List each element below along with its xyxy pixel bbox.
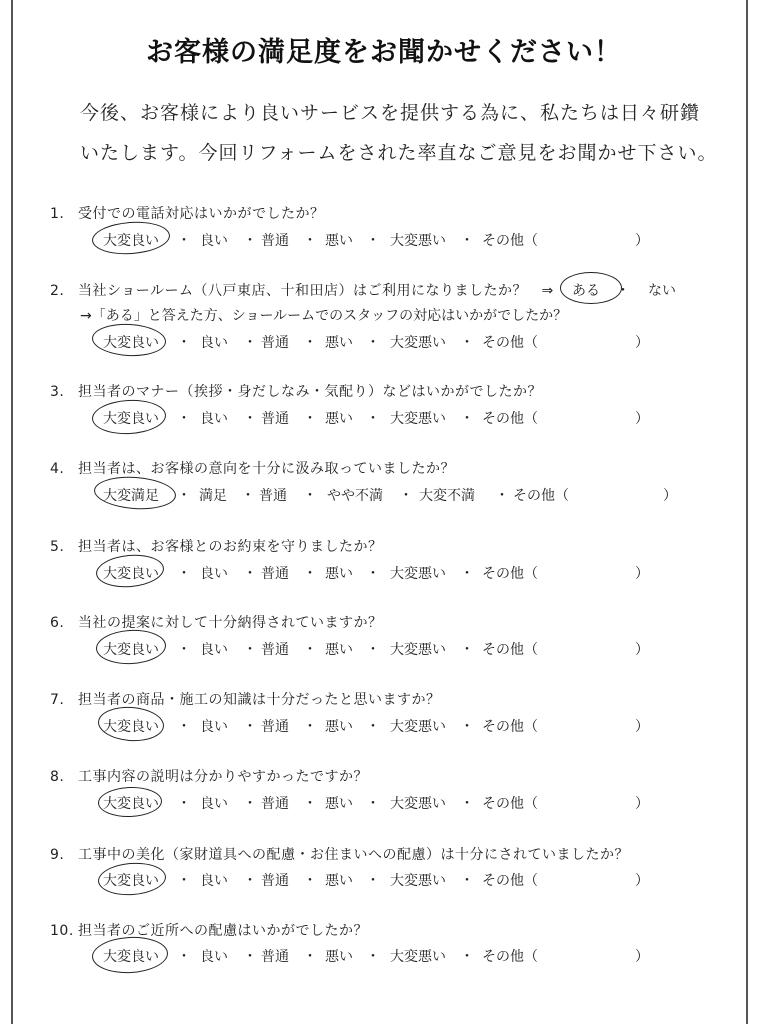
option-separator: ・ bbox=[366, 233, 380, 249]
answer-option[interactable]: 良い bbox=[200, 796, 228, 812]
answer-option[interactable]: 良い bbox=[200, 411, 228, 427]
answer-option[interactable]: 大変良い bbox=[103, 873, 159, 889]
option-separator: ・ bbox=[177, 566, 191, 582]
other-paren-close: ） bbox=[635, 796, 649, 812]
answer-option[interactable]: 悪い bbox=[325, 566, 353, 582]
answer-option[interactable]: その他（ bbox=[482, 949, 538, 965]
question-2 bbox=[50, 280, 740, 300]
answer-option[interactable]: 悪い bbox=[325, 796, 353, 812]
answer-option[interactable]: 良い bbox=[200, 233, 228, 249]
option-separator: ・ bbox=[303, 566, 317, 582]
answer-option[interactable]: 大変良い bbox=[103, 335, 159, 351]
option-separator: ・ bbox=[303, 411, 317, 427]
option-separator: ・ bbox=[460, 566, 474, 582]
question-number: 7. bbox=[50, 692, 65, 708]
answer-option[interactable]: 大変悪い bbox=[390, 566, 446, 582]
answer-option[interactable]: その他（ bbox=[482, 335, 538, 351]
answer-option[interactable]: 普通 bbox=[261, 566, 289, 582]
answer-option[interactable]: その他（ bbox=[482, 796, 538, 812]
answer-option[interactable]: 大変悪い bbox=[390, 719, 446, 735]
question-8 bbox=[50, 766, 740, 786]
answer-option[interactable]: その他（ bbox=[482, 566, 538, 582]
question-number: 10. bbox=[50, 923, 74, 939]
answer-option[interactable]: 普通 bbox=[261, 949, 289, 965]
answer-option[interactable]: 良い bbox=[200, 335, 228, 351]
answer-option[interactable]: 大変良い bbox=[103, 719, 159, 735]
option-separator: ・ bbox=[243, 796, 257, 812]
answer-option[interactable]: その他（ bbox=[482, 233, 538, 249]
answer-option[interactable]: 良い bbox=[200, 566, 228, 582]
option-separator: ・ bbox=[177, 233, 191, 249]
question-4 bbox=[50, 458, 740, 478]
option-separator: ・ bbox=[177, 949, 191, 965]
question-6 bbox=[50, 612, 740, 632]
choice-separator: ・ bbox=[616, 283, 630, 299]
answer-option[interactable]: 大変良い bbox=[103, 642, 159, 658]
option-separator: ・ bbox=[303, 949, 317, 965]
option-separator: ・ bbox=[460, 873, 474, 889]
answer-option[interactable]: 悪い bbox=[325, 719, 353, 735]
question-number: 6. bbox=[50, 615, 65, 631]
page-border-left bbox=[11, 0, 13, 1024]
other-paren-close: ） bbox=[635, 233, 649, 249]
answer-option[interactable]: 大変良い bbox=[103, 233, 159, 249]
question-text: 担当者のご近所への配慮はいかがでしたか？ bbox=[78, 923, 368, 939]
option-separator: ・ bbox=[303, 335, 317, 351]
other-paren-close: ） bbox=[635, 949, 649, 965]
option-separator: ・ bbox=[243, 642, 257, 658]
page-border-right bbox=[746, 0, 748, 1024]
option-separator: ・ bbox=[366, 642, 380, 658]
option-separator: ・ bbox=[460, 233, 474, 249]
question-text: 当社の提案に対して十分納得されていますか？ bbox=[78, 615, 383, 631]
answer-option[interactable]: 普通 bbox=[261, 796, 289, 812]
question-number: 4. bbox=[50, 461, 65, 477]
question-number: 2. bbox=[50, 283, 65, 299]
answer-option[interactable]: その他（ bbox=[482, 642, 538, 658]
question-10 bbox=[50, 920, 740, 940]
answer-option[interactable]: 大変良い bbox=[103, 411, 159, 427]
answer-option[interactable]: その他（ bbox=[482, 873, 538, 889]
question-9 bbox=[50, 844, 740, 864]
option-separator: ・ bbox=[366, 719, 380, 735]
other-paren-close: ） bbox=[635, 566, 649, 582]
option-separator: ・ bbox=[177, 642, 191, 658]
question-text: 工事中の美化（家財道具への配慮・お住まいへの配慮）は十分にされていましたか？ bbox=[78, 847, 629, 863]
answer-option[interactable]: 普通 bbox=[261, 411, 289, 427]
answer-option[interactable]: 大変悪い bbox=[390, 873, 446, 889]
option-separator: ・ bbox=[243, 873, 257, 889]
option-separator: ・ bbox=[366, 411, 380, 427]
option-separator: ・ bbox=[243, 335, 257, 351]
option-separator: ・ bbox=[366, 949, 380, 965]
question-number: 8. bbox=[50, 769, 65, 785]
option-separator: ・ bbox=[460, 949, 474, 965]
option-separator: ・ bbox=[177, 873, 191, 889]
answer-option[interactable]: 悪い bbox=[325, 411, 353, 427]
question-5 bbox=[50, 536, 740, 556]
answer-option[interactable]: 大変良い bbox=[103, 566, 159, 582]
option-separator: ・ bbox=[460, 796, 474, 812]
option-separator: ・ bbox=[399, 488, 413, 504]
answer-option[interactable]: 大変良い bbox=[103, 949, 159, 965]
option-separator: ・ bbox=[303, 873, 317, 889]
answer-option[interactable]: その他（ bbox=[513, 488, 569, 504]
option-separator: ・ bbox=[366, 566, 380, 582]
option-separator: ・ bbox=[241, 488, 255, 504]
option-separator: ・ bbox=[366, 335, 380, 351]
option-separator: ・ bbox=[177, 411, 191, 427]
option-separator: ・ bbox=[177, 488, 191, 504]
intro-line-1: 今後、お客様により良いサービスを提供する為に、私たちは日々研鑽 bbox=[80, 102, 701, 124]
answer-option[interactable]: 大変悪い bbox=[390, 233, 446, 249]
answer-option[interactable]: 大変満足 bbox=[103, 488, 159, 504]
question-text: 担当者は、お客様とのお約束を守りましたか？ bbox=[78, 539, 383, 555]
answer-option[interactable]: 普通 bbox=[261, 233, 289, 249]
question-number: 3. bbox=[50, 384, 65, 400]
option-separator: ・ bbox=[243, 719, 257, 735]
question-text: 担当者のマナー（挨拶・身だしなみ・気配り）などはいかがでしたか？ bbox=[78, 384, 542, 400]
option-separator: ・ bbox=[303, 642, 317, 658]
answer-option[interactable]: 普通 bbox=[259, 488, 287, 504]
question-number: 1. bbox=[50, 206, 65, 222]
question-text: 受付での電話対応はいかがでしたか？ bbox=[78, 206, 325, 222]
option-separator: ・ bbox=[303, 233, 317, 249]
option-separator: ・ bbox=[243, 566, 257, 582]
other-paren-close: ） bbox=[635, 335, 649, 351]
option-separator: ・ bbox=[177, 719, 191, 735]
option-separator: ・ bbox=[366, 796, 380, 812]
question-3 bbox=[50, 381, 740, 401]
answer-option[interactable]: 悪い bbox=[325, 335, 353, 351]
option-separator: ・ bbox=[303, 796, 317, 812]
question-text: 担当者の商品・施工の知識は十分だったと思いますか？ bbox=[78, 692, 441, 708]
answer-option[interactable]: 大変悪い bbox=[390, 335, 446, 351]
option-separator: ・ bbox=[460, 335, 474, 351]
answer-option[interactable]: 大変不満 bbox=[419, 488, 475, 504]
answer-option[interactable]: 普通 bbox=[261, 335, 289, 351]
question-number: 9. bbox=[50, 847, 65, 863]
answer-option[interactable]: 悪い bbox=[325, 873, 353, 889]
option-separator: ・ bbox=[460, 719, 474, 735]
option-separator: ・ bbox=[303, 488, 317, 504]
answer-option[interactable]: 良い bbox=[200, 873, 228, 889]
other-paren-close: ） bbox=[635, 642, 649, 658]
answer-option[interactable]: 満足 bbox=[199, 488, 227, 504]
answer-option[interactable]: 良い bbox=[200, 642, 228, 658]
answer-option[interactable]: 大変良い bbox=[103, 796, 159, 812]
answer-option[interactable]: 大変悪い bbox=[390, 949, 446, 965]
option-separator: ・ bbox=[366, 873, 380, 889]
answer-option[interactable]: 悪い bbox=[325, 233, 353, 249]
question-2-followup: →「ある」と答えた方、ショールームでのスタッフの対応はいかがでしたか？ bbox=[80, 308, 568, 324]
option-separator: ・ bbox=[460, 642, 474, 658]
question-1 bbox=[50, 203, 740, 223]
question-text: 工事内容の説明は分かりやすかったですか？ bbox=[78, 769, 368, 785]
other-paren-close: ） bbox=[635, 411, 649, 427]
option-separator: ・ bbox=[177, 796, 191, 812]
question-text: 当社ショールーム（八戸東店、十和田店）はご利用になりましたか？ ⇒ bbox=[78, 283, 554, 299]
option-separator: ・ bbox=[460, 411, 474, 427]
question-7 bbox=[50, 689, 740, 709]
option-separator: ・ bbox=[303, 719, 317, 735]
choice-yes[interactable]: ある bbox=[572, 283, 600, 299]
answer-option[interactable]: 大変悪い bbox=[390, 642, 446, 658]
answer-option[interactable]: 普通 bbox=[261, 873, 289, 889]
option-separator: ・ bbox=[495, 488, 509, 504]
option-separator: ・ bbox=[177, 335, 191, 351]
survey-title: お客様の満足度をお聞かせください！ bbox=[146, 37, 622, 68]
answer-option[interactable]: 大変悪い bbox=[390, 796, 446, 812]
answer-option[interactable]: 良い bbox=[200, 719, 228, 735]
answer-option[interactable]: 悪い bbox=[325, 949, 353, 965]
question-text: 担当者は、お客様の意向を十分に汲み取っていましたか？ bbox=[78, 461, 455, 477]
other-paren-close: ） bbox=[635, 873, 649, 889]
choice-no[interactable]: ない bbox=[648, 283, 676, 299]
answer-option[interactable]: 大変悪い bbox=[390, 411, 446, 427]
answer-option[interactable]: 普通 bbox=[261, 719, 289, 735]
option-separator: ・ bbox=[243, 233, 257, 249]
answer-option[interactable]: その他（ bbox=[482, 719, 538, 735]
answer-option[interactable]: 普通 bbox=[261, 642, 289, 658]
answer-option[interactable]: やや不満 bbox=[327, 488, 383, 504]
question-number: 5. bbox=[50, 539, 65, 555]
answer-option[interactable]: 良い bbox=[200, 949, 228, 965]
intro-line-2: いたします。今回リフォームをされた率直なご意見をお聞かせ下さい。 bbox=[80, 142, 718, 164]
other-paren-close: ） bbox=[635, 719, 649, 735]
answer-option[interactable]: その他（ bbox=[482, 411, 538, 427]
option-separator: ・ bbox=[243, 411, 257, 427]
option-separator: ・ bbox=[243, 949, 257, 965]
other-paren-close: ） bbox=[663, 488, 677, 504]
answer-option[interactable]: 悪い bbox=[325, 642, 353, 658]
